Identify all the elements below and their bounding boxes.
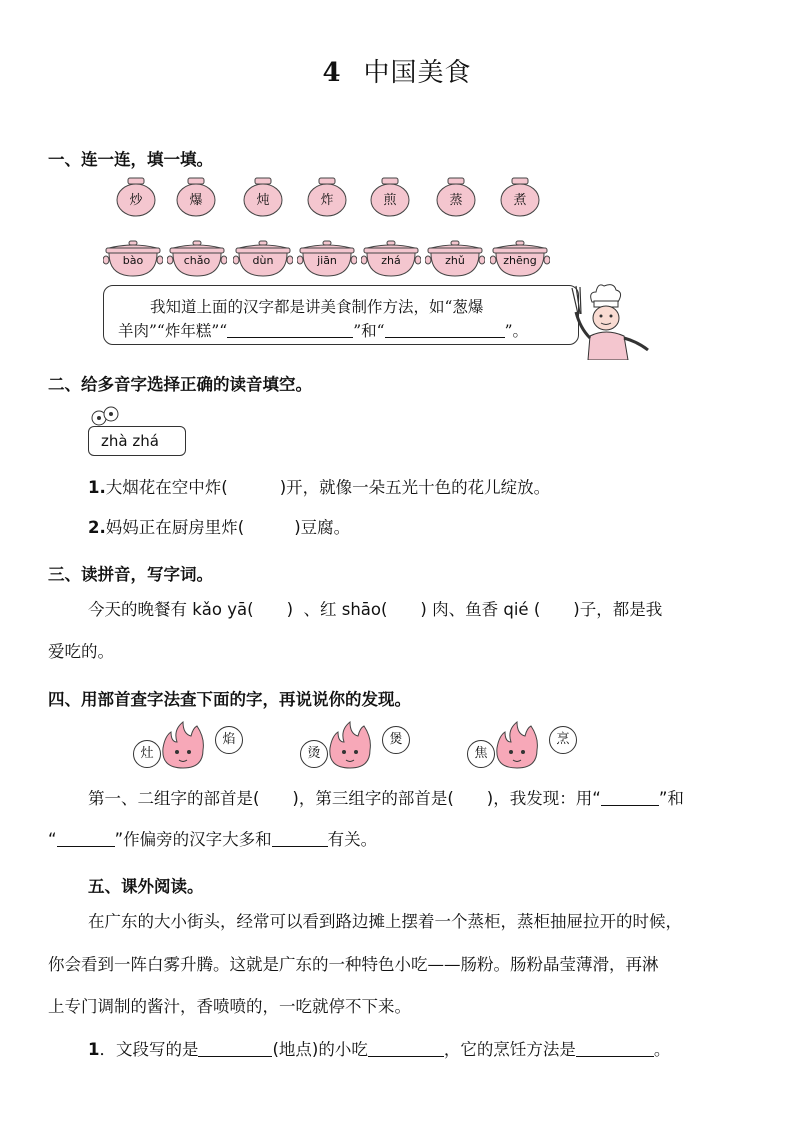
page-title xyxy=(0,52,794,89)
chef-icon xyxy=(568,284,660,360)
jar-char-2[interactable] xyxy=(173,176,219,218)
blank-radical-2[interactable] xyxy=(57,830,115,847)
radical-char-right-3: 烹 xyxy=(549,726,577,754)
radical-group-3 xyxy=(467,720,579,770)
speech-text-c: ”。 xyxy=(504,322,528,340)
q2-text-a: 妈妈正在厨房里炸( xyxy=(105,518,245,537)
jar-label: 爆 xyxy=(189,193,203,208)
pot-label: dùn xyxy=(252,254,274,267)
radical-group-1 xyxy=(133,720,245,770)
section3-heading: 三、读拼音，写字词。 xyxy=(48,565,213,584)
s5-q1-a: ．文段写的是 xyxy=(99,1040,199,1059)
q1-text-a: 大烟花在空中炸( xyxy=(105,478,228,497)
section5-heading: 五、课外阅读。 xyxy=(88,877,204,896)
section2-question-1 xyxy=(88,478,550,498)
s4-text-c: “ xyxy=(48,830,57,849)
radical-char-right-2: 煲 xyxy=(382,726,410,754)
question-number: 1. xyxy=(88,478,106,497)
speech-text-a: 羊肉”“炸年糕”“ xyxy=(118,322,228,340)
speech-line-1: 我知道上面的汉字都是讲美食制作方法，如“葱爆 xyxy=(150,298,484,316)
pot-pinyin-2[interactable] xyxy=(167,240,227,280)
jar-char-7[interactable] xyxy=(497,176,543,218)
blank-related[interactable] xyxy=(272,830,328,847)
section3-line-2: 爱吃的。 xyxy=(48,642,114,661)
pinyin-options-box xyxy=(88,426,186,456)
pot-label: zhēng xyxy=(503,254,537,267)
s5-q1-c: ，它的烹饪方法是 xyxy=(443,1040,576,1059)
section4-heading: 四、用部首查字法查下面的字，再说说你的发现。 xyxy=(48,690,411,709)
jar-label: 煎 xyxy=(383,193,397,208)
speech-line-2 xyxy=(118,319,528,341)
s4-text-e: 有关。 xyxy=(327,830,378,849)
jar-char-4[interactable] xyxy=(304,176,350,218)
reading-line-2: 你会看到一阵白雾升腾。这就是广东的一种特色小吃——肠粉。肠粉晶莹薄滑，再淋 xyxy=(48,955,659,974)
s5-q1-b: (地点)的小吃 xyxy=(272,1040,368,1059)
q2-text-b: )豆腐。 xyxy=(294,518,351,537)
s4-text-a: 第一、二组字的部首是( )，第三组字的部首是( )，我发现：用“ xyxy=(88,789,601,808)
section5-question-1 xyxy=(88,1040,670,1060)
flame-icon xyxy=(489,720,545,770)
section3-line-1: 今天的晚餐有 kǎo yā( ) 、红 shāo( ) 肉、鱼香 qié ( )子，都是我 xyxy=(88,600,663,619)
section2-heading: 二、给多音字选择正确的读音填空。 xyxy=(48,375,312,394)
section1-heading: 一、连一连，填一填。 xyxy=(48,150,213,169)
jar-label: 蒸 xyxy=(449,193,463,208)
blank-place[interactable] xyxy=(198,1040,272,1057)
pot-pinyin-7[interactable] xyxy=(490,240,550,280)
s5-q1-d: 。 xyxy=(653,1040,671,1059)
radical-char-left-3: 焦 xyxy=(467,740,495,768)
jar-char-3[interactable] xyxy=(240,176,286,218)
question-number: 2. xyxy=(88,518,106,537)
flame-icon xyxy=(155,720,211,770)
lesson-number: 4 xyxy=(322,58,342,88)
jar-char-1[interactable] xyxy=(113,176,159,218)
speech-text-b: ”和“ xyxy=(353,322,385,340)
q1-text-b: )开，就像一朵五光十色的花儿绽放。 xyxy=(279,478,551,497)
pot-pinyin-6[interactable] xyxy=(425,240,485,280)
radical-char-left-1: 灶 xyxy=(133,740,161,768)
jar-label: 炒 xyxy=(129,193,143,208)
pot-label: bào xyxy=(122,254,144,267)
pot-pinyin-1[interactable] xyxy=(103,240,163,280)
jar-label: 煮 xyxy=(513,193,527,208)
radical-char-right-1: 焰 xyxy=(215,726,243,754)
reading-line-1: 在广东的大小街头，经常可以看到路边摊上摆着一个蒸柜，蒸柜抽屉拉开的时候， xyxy=(88,912,682,931)
speech-bubble xyxy=(103,285,579,345)
pot-label: jiān xyxy=(317,254,337,267)
blank-2[interactable] xyxy=(385,321,505,338)
radical-char-left-2: 烫 xyxy=(300,740,328,768)
blank-method[interactable] xyxy=(576,1040,654,1057)
blank-radical-1[interactable] xyxy=(601,789,659,806)
jar-char-6[interactable] xyxy=(433,176,479,218)
s4-text-b: ”和 xyxy=(658,789,684,808)
pot-label: chǎo xyxy=(183,254,211,267)
lesson-title: 中国美食 xyxy=(363,58,472,88)
reading-line-3: 上专门调制的酱汁，香喷喷的，一吃就停不下来。 xyxy=(48,997,411,1016)
section4-line-2 xyxy=(48,830,377,850)
section2-question-2 xyxy=(88,518,350,538)
pot-pinyin-4[interactable] xyxy=(297,240,357,280)
pot-label: zhá xyxy=(381,254,401,267)
jar-label: 炸 xyxy=(320,193,334,208)
blank-snack[interactable] xyxy=(368,1040,444,1057)
jar-label: 炖 xyxy=(256,193,270,208)
jar-char-5[interactable] xyxy=(367,176,413,218)
radical-group-2 xyxy=(300,720,412,770)
pinyin-options: zhà zhá xyxy=(101,432,159,450)
pot-pinyin-3[interactable] xyxy=(233,240,293,280)
blank-1[interactable] xyxy=(227,321,353,338)
question-number: 1 xyxy=(88,1040,100,1059)
pot-label: zhǔ xyxy=(445,254,465,267)
pot-pinyin-5[interactable] xyxy=(361,240,421,280)
flower-icon xyxy=(89,406,125,428)
section4-line-1 xyxy=(88,789,684,809)
flame-icon xyxy=(322,720,378,770)
s4-text-d: ”作偏旁的汉字大多和 xyxy=(114,830,272,849)
